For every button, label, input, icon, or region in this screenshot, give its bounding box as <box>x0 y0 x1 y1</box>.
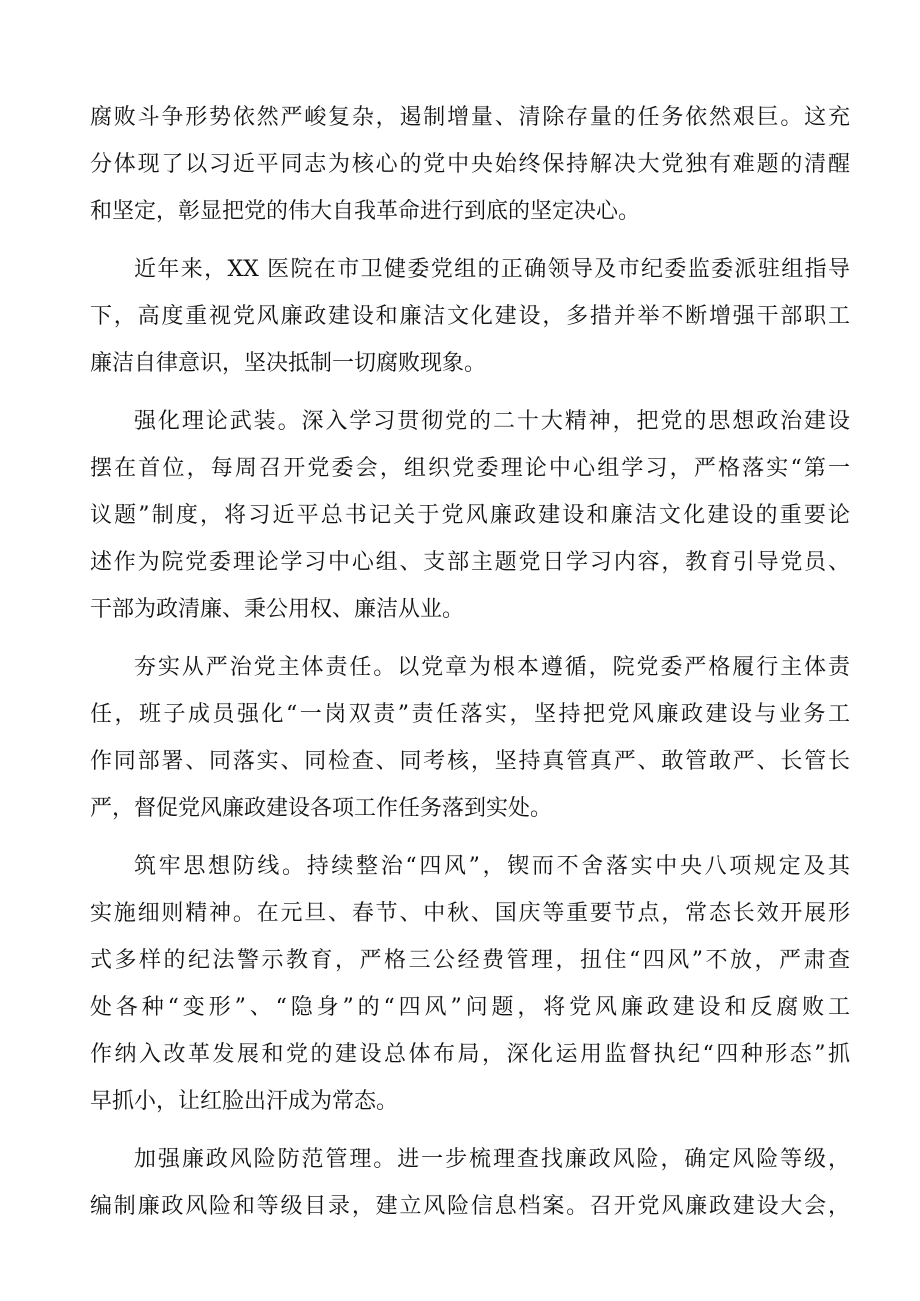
paragraph-6 <box>90 1136 850 1230</box>
text-line: 和坚定，彰显把党的伟大自我革命进行到底的坚定决心。 <box>90 199 641 224</box>
text-line: 分体现了以习近平同志为核心的党中央始终保持解决大党独有难题的清醒 <box>90 152 850 177</box>
text-line: 近年来，XX 医院在市卫健委党组的正确领导及市纪委监委派驻组指导 <box>134 257 850 282</box>
text-line: 编制廉政风险和等级目录，建立风险信息档案。召开党风廉政建设大会， <box>90 1194 850 1219</box>
text-line: 下，高度重视党风廉政建设和廉洁文化建设，多措并举不断增强干部职工 <box>90 304 850 329</box>
text-line: 筑牢思想防线。持续整治“四风”，锲而不舍落实中央八项规定及其 <box>134 854 850 879</box>
document-body <box>90 94 850 1241</box>
paragraph-5 <box>90 843 850 1125</box>
text-line: 作纳入改革发展和党的建设总体布局，深化运用监督执纪“四种形态”抓 <box>90 1042 850 1067</box>
paragraph-2 <box>90 246 850 387</box>
text-line: 强化理论武装。深入学习贯彻党的二十大精神，把党的思想政治建设 <box>134 409 850 434</box>
text-line: 腐败斗争形势依然严峻复杂，遏制增量、清除存量的任务依然艰巨。这充 <box>90 105 850 130</box>
text-line: 任，班子成员强化“一岗双责”责任落实，坚持把党风廉政建设与业务工 <box>90 702 850 727</box>
text-line: 夯实从严治党主体责任。以党章为根本遵循，院党委严格履行主体责 <box>134 655 850 680</box>
text-line: 处各种“变形”、“隐身”的“四风”问题，将党风廉政建设和反腐败工 <box>90 995 851 1020</box>
text-line: 式多样的纪法警示教育，严格三公经费管理，扭住“四风”不放，严肃查 <box>90 948 850 973</box>
text-line: 作同部署、同落实、同检查、同考核，坚持真管真严、敢管敢严、长管长 <box>90 749 850 774</box>
text-line: 早抓小，让红脸出汗成为常态。 <box>90 1089 399 1114</box>
text-line: 加强廉政风险防范管理。进一步梳理查找廉政风险，确定风险等级， <box>134 1147 850 1172</box>
text-line: 议题”制度，将习近平总书记关于党风廉政建设和廉洁文化建设的重要论 <box>90 503 850 528</box>
text-line: 廉洁自律意识，坚决抵制一切腐败现象。 <box>90 351 487 376</box>
paragraph-3 <box>90 398 850 633</box>
text-line: 述作为院党委理论学习中心组、支部主题党日学习内容，教育引导党员、 <box>90 550 850 575</box>
text-line: 严，督促党风廉政建设各项工作任务落到实处。 <box>90 796 553 821</box>
text-line: 实施细则精神。在元旦、春节、中秋、国庆等重要节点，常态长效开展形 <box>90 901 850 926</box>
text-line: 干部为政清廉、秉公用权、廉洁从业。 <box>90 597 465 622</box>
paragraph-4 <box>90 644 850 832</box>
paragraph-1 <box>90 94 850 235</box>
text-line: 摆在首位，每周召开党委会，组织党委理论中心组学习，严格落实“第一 <box>90 456 850 481</box>
